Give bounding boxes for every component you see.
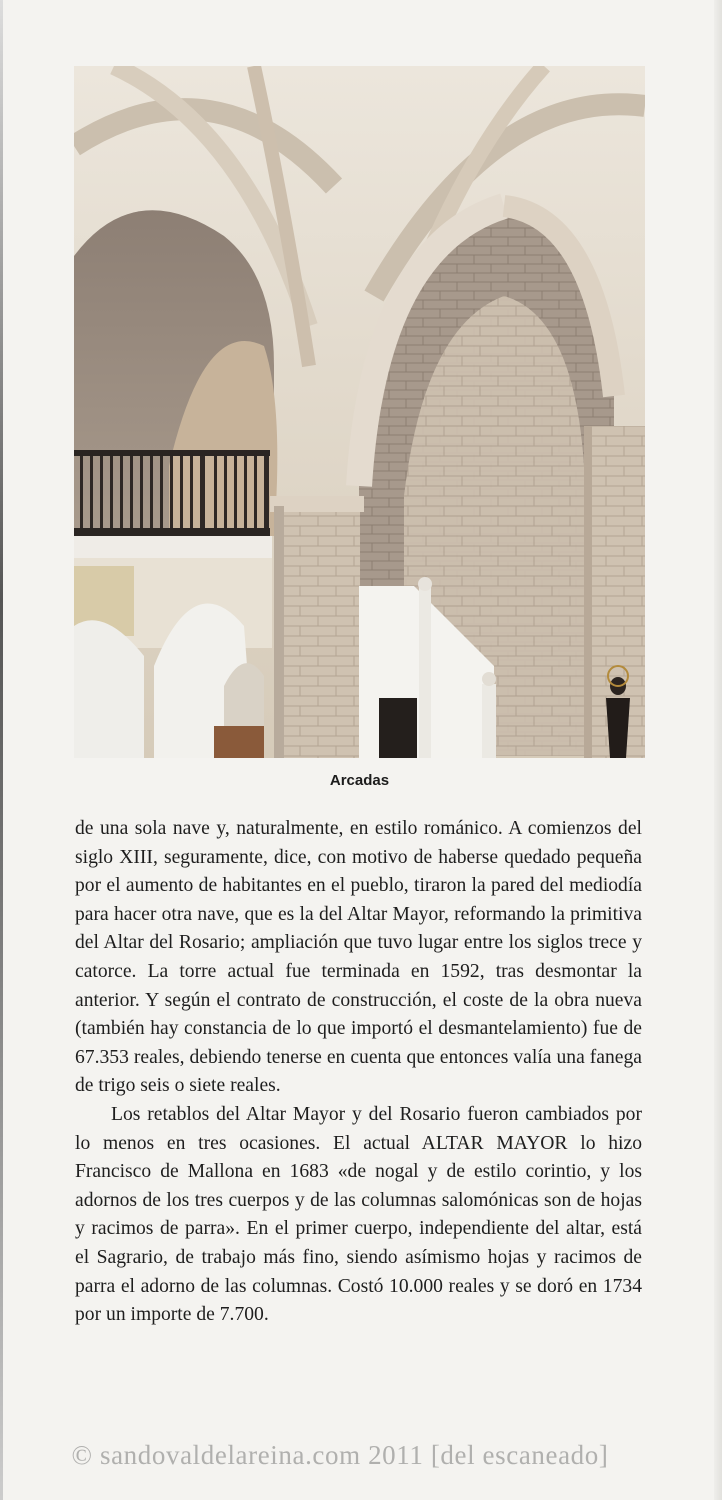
copyright-watermark: © sandovaldelareina.com 2011 [del escaneado] (71, 1440, 609, 1470)
scan-right-edge (714, 0, 722, 1500)
paragraph: de una sola nave y, naturalmente, en estilo románico. A comienzos del siglo XIII, seguramente, dice, con motivo de haberse quedado pequeña por el aumento de habitantes en el pueblo, tiraron la pared del mediodía para hacer otra nave, que es la del Altar Mayor, reformando la primitiva del Altar del Rosario; ampliación que tuvo lugar entre los siglos trece y catorce. La torre actual fue terminada en 1592, tras desmontar la anterior. Y según el contrato de construcción, el coste de la obra nueva (también hay constancia de lo que importó el desmantelamiento) fue de 67.353 reales, debiendo tenerse en cuenta que entonces valía una fanega de trigo seis o siete reales. (75, 818, 642, 1097)
arcades-photo (74, 66, 645, 758)
photo-caption: Arcadas (329, 772, 390, 789)
article-body (75, 815, 642, 1330)
paragraph: Los retablos del Altar Mayor y del Rosario fueron cambiados por lo menos en tres ocasiones. El actual ALTAR MAYOR lo hizo Francisco de Mallona en 1683 «de nogal y de estilo corintio, y los adornos de los tres cuerpos y de las columnas salomónicas son de hojas y racimos de parra». En el primer cuerpo, independiente del altar, está el Sagrario, de trabajo más fino, siendo asímismo hojas y racimos de parra el adorno de las columnas. Costó 10.000 reales y se doró en 1734 por un importe de 7.700. (75, 1103, 642, 1326)
scan-left-edge (0, 0, 3, 1500)
